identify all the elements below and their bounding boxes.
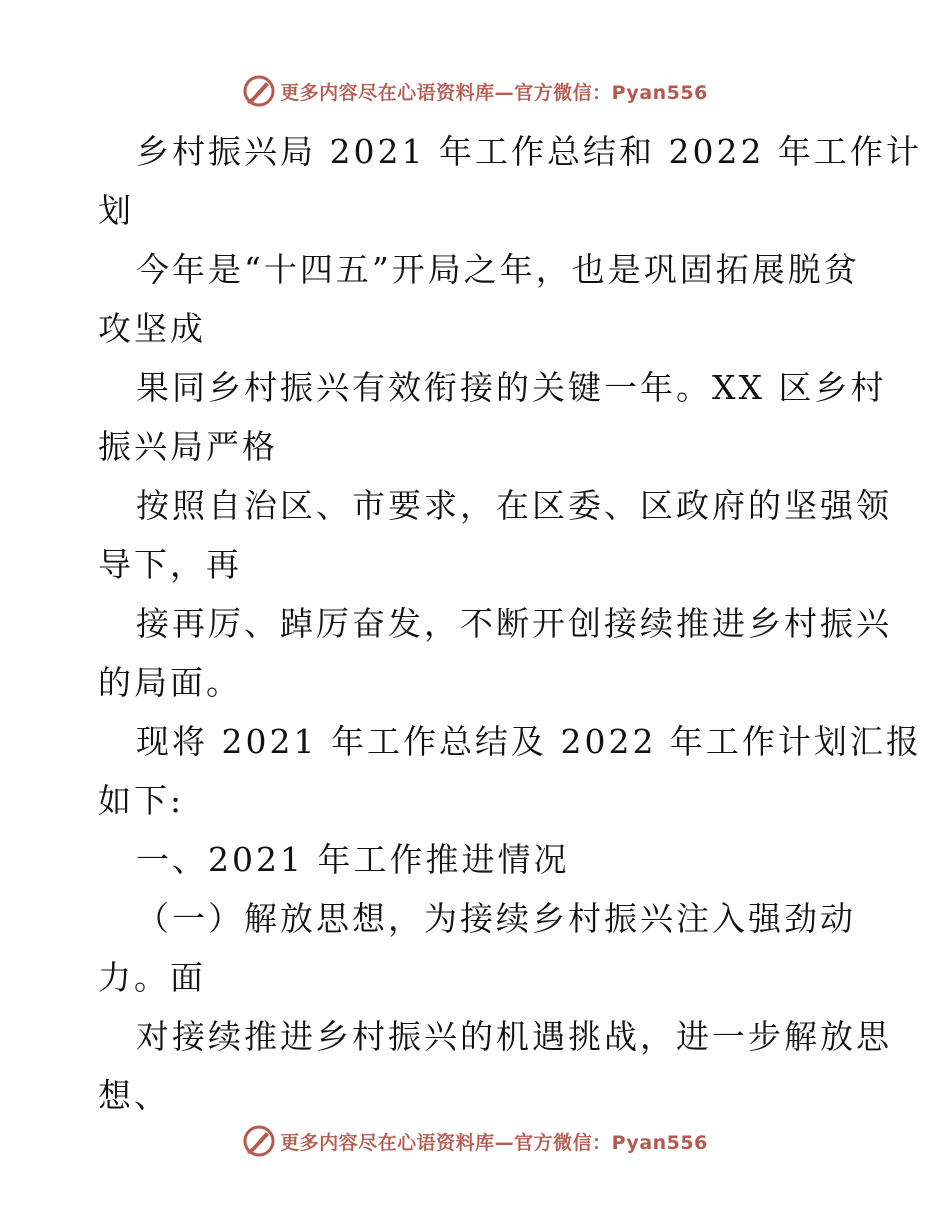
text-line: 振兴局严格	[98, 427, 278, 466]
watermark-text: 更多内容尽在心语资料库—官方微信：Pyan556	[280, 1131, 708, 1154]
text-line: 今年是“十四五”开局之年，也是巩固拓展脱贫	[136, 250, 860, 289]
text-line: 攻坚成	[98, 309, 206, 348]
quill-logo-icon	[242, 1124, 276, 1158]
text-line: 如下:	[98, 781, 185, 820]
footer-watermark	[0, 1121, 950, 1161]
text-line: 现将 2021 年工作总结及 2022 年工作计划汇报	[136, 722, 922, 761]
document-body	[98, 122, 922, 1125]
text-line: 想、	[98, 1076, 170, 1115]
text-line: （一）解放思想，为接续乡村振兴注入强劲动	[136, 899, 856, 938]
text-line: 导下，再	[98, 545, 242, 584]
text-line: 对接续推进乡村振兴的机遇挑战，进一步解放思	[136, 1017, 892, 1056]
text-line: 乡村振兴局 2021 年工作总结和 2022 年工作计	[136, 132, 922, 171]
header-watermark	[0, 71, 950, 111]
text-line: 按照自治区、市要求，在区委、区政府的坚强领	[136, 486, 892, 525]
text-line: 接再厉、踔厉奋发，不断开创接续推进乡村振兴	[136, 604, 892, 643]
text-line: 力。面	[98, 958, 206, 997]
text-line: 果同乡村振兴有效衔接的关键一年。XX 区乡村	[136, 368, 887, 407]
watermark-text: 更多内容尽在心语资料库—官方微信：Pyan556	[280, 81, 708, 104]
text-line: 划	[98, 191, 134, 230]
text-line: 一、2021 年工作推进情况	[136, 840, 570, 879]
text-line: 的局面。	[98, 663, 242, 702]
quill-logo-icon	[242, 74, 276, 108]
